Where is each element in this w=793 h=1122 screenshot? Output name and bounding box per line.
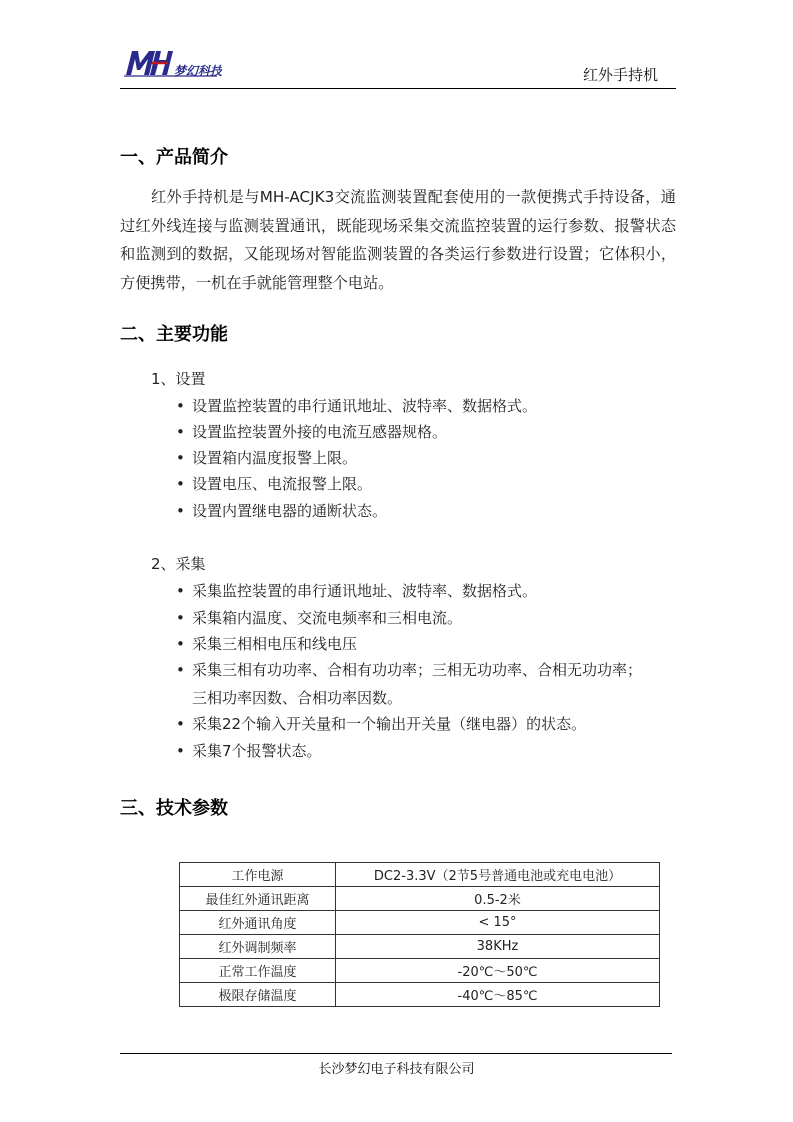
header-title: 红外手持机: [582, 66, 658, 84]
footer-company: 长沙梦幻电子科技有限公司: [318, 1062, 475, 1077]
list-item: • 采集三相有功功率、合相有功功率；三相无功功率、合相无功功率；: [176, 661, 643, 679]
spec-value: -20℃～50℃: [336, 959, 660, 983]
list-item: • 设置监控装置的串行通讯地址、波特率、数据格式。: [176, 397, 538, 415]
list-item: • 采集22个输入开关量和一个输出开关量（继电器）的状态。: [176, 715, 587, 733]
table-row: [180, 863, 660, 887]
spec-value: 0.5-2米: [336, 887, 660, 911]
list-item-continuation: 三相功率因数、合相功率因数。: [192, 689, 403, 707]
spec-key: 红外通讯角度: [180, 911, 336, 935]
list-item: • 采集7个报警状态。: [176, 742, 322, 760]
bullet-icon: •: [176, 423, 185, 441]
spec-value: 38KHz: [336, 935, 660, 959]
spec-key: 工作电源: [180, 863, 336, 887]
table-row: [180, 911, 660, 935]
bullet-icon: •: [176, 502, 185, 520]
spec-key: 红外调制频率: [180, 935, 336, 959]
list-item: • 设置监控装置外接的电流互感器规格。: [176, 423, 448, 441]
list-item: • 设置箱内温度报警上限。: [176, 449, 358, 467]
bullet-icon: •: [176, 397, 185, 415]
section-heading-intro: 一、产品简介: [120, 147, 228, 168]
bullet-icon: •: [176, 449, 185, 467]
bullet-icon: •: [176, 742, 185, 760]
table-row: [180, 983, 660, 1007]
table-row: [180, 935, 660, 959]
footer-divider: [120, 1053, 672, 1054]
header-divider: [120, 88, 676, 89]
spec-value: DC2-3.3V（2节5号普通电池或充电电池）: [336, 863, 660, 887]
spec-key: 极限存储温度: [180, 983, 336, 1007]
spec-value: -40℃～85℃: [336, 983, 660, 1007]
logo-mark-icon: [122, 45, 222, 79]
bullet-icon: •: [176, 715, 185, 733]
spec-key: 正常工作温度: [180, 959, 336, 983]
subsection-title-collect: 2、采集: [151, 555, 206, 573]
list-item: • 采集监控装置的串行通讯地址、波特率、数据格式。: [176, 582, 538, 600]
company-logo: [122, 45, 222, 79]
spec-value: < 15°: [336, 911, 660, 935]
intro-paragraph: 红外手持机是与MH-ACJK3交流监测装置配套使用的一款便携式手持设备，通过红外线连接与监测装置通讯，既能现场采集交流监控装置的运行参数、报警状态和监测到的数据，又能现场对智能监测装置的各类运行参数进行设置；它体积小，方便携带，一机在手就能管理整个电站。: [120, 188, 676, 292]
spec-key: 最佳红外通讯距离: [180, 887, 336, 911]
table-row: [180, 887, 660, 911]
section-heading-specs: 三、技术参数: [120, 798, 228, 819]
spec-table: [179, 862, 660, 1007]
list-item: • 采集三相相电压和线电压: [176, 635, 358, 653]
logo-text: 梦幻科技: [174, 64, 222, 78]
subsection-title-setting: 1、设置: [151, 370, 206, 388]
list-item: • 采集箱内温度、交流电频率和三相电流。: [176, 609, 463, 627]
table-row: [180, 959, 660, 983]
bullet-icon: •: [176, 582, 185, 600]
bullet-icon: •: [176, 635, 185, 653]
list-item: • 设置内置继电器的通断状态。: [176, 502, 388, 520]
section-heading-functions: 二、主要功能: [120, 324, 228, 345]
bullet-icon: •: [176, 661, 185, 679]
bullet-icon: •: [176, 475, 185, 493]
list-item: • 设置电压、电流报警上限。: [176, 475, 373, 493]
bullet-icon: •: [176, 609, 185, 627]
